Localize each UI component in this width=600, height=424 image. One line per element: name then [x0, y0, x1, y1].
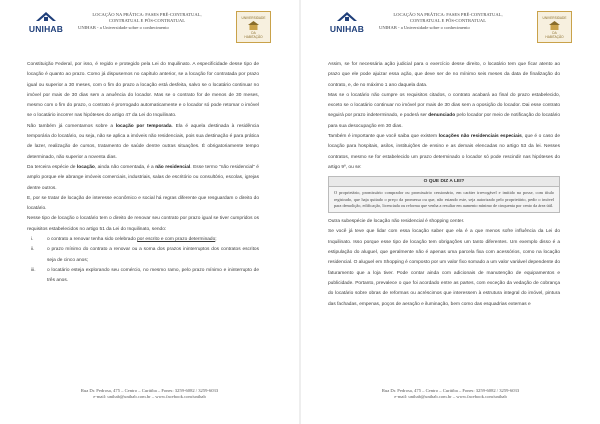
paragraph: E, por se tratar de locação de interesse econômico e social há regras diferente que resguardam o direito do locatário.: [27, 195, 259, 212]
header-title: [373, 12, 523, 31]
paragraph: Outra subespécie de locação não residencial é shopping center.: [328, 219, 465, 225]
header-line-1: LOCAÇÃO NA PRÁTICA: FASES PRÉ-CONTRATUAL,: [92, 12, 202, 17]
univ-logo-line-1: UNIVERSIDADE: [542, 16, 567, 20]
law-quote-box: [328, 176, 560, 213]
law-quote-text: O proprietário, promissário comprador ou promissário cessionário, em caráter irrevogável e imitido na posse, com título registrado, que haja quitado o preço da promessa ou que, não estando este, seja autorizado pelo proprietário, pedir o imóvel para demolição, edificação, licenciada ou reforma que venha a resultar em aumento mínimo de cinquenta por cento da área útil.: [334, 190, 554, 208]
list-item: ii. o prazo mínimo do contrato a renovar ou a soma dos prazos ininterruptos dos contratos escritos seja de cinco anos;: [31, 247, 259, 263]
page-header: [0, 6, 299, 46]
footer-contact: e-mail: unihab@unihab.com.br – www.facebook.com/unihab: [394, 394, 507, 400]
requirements-list: [27, 235, 259, 286]
house-roof-icon: [337, 12, 357, 22]
univ-logo-line-1: UNIVERSIDADE: [241, 16, 266, 20]
footer-contact: e-mail: unihab@unihab.com.br – www.facebook.com/unihab: [93, 394, 206, 400]
house-icon: [549, 21, 560, 30]
header-line-3: UNIHAB - a Universidade sobre o conhecimento: [78, 24, 169, 30]
left-page: [0, 0, 299, 424]
unihab-logo-text: UNIHAB: [329, 24, 365, 34]
paragraph: Não também já comentamos sobre a locação por temporada. Ela é aquela destinada à residência temporária do locatário, ou seja, não se aplica a imóveis não residenciais, pois sua destinação é para prática de lazer, realização de cursos, tratamento de saúde dentre outras situações. É obrigatoriamente tempo determinado, não superior a noventa dias.: [27, 123, 259, 160]
header-title: [72, 12, 222, 31]
paragraph: Constituição Federal, por isso, é regido e protegido pela Lei do Inquilinato. A especificidade desse tipo de locação é quanto ao prazo. Como já dispusemos no capítulo anterior, se a locação for contratada por prazo igual ou superior a 30 meses, com o fim do prazo a locação está desfeita, salvo se o locatário continuar no imóvel por mais de 30 dias sem a anuência do locador. Mas se o contrato for de menos de 30 meses, mesmo com o fim do prazo, o contrato é prorrogado automaticamente e o locador só pode retomar o imóvel se o locatário incorrer nas hipóteses do artigo 47 da Lei do Inquilinato.: [27, 62, 259, 119]
footer-address: Rua Dr. Pedrosa, 475 – Centro – Curitiba – Fones: 3259-6082 / 3259-6033: [80, 388, 219, 393]
header-line-1: LOCAÇÃO NA PRÁTICA: FASES PRÉ-CONTRATUAL,: [393, 12, 503, 17]
header-line-2: CONTRATUAL E PÓS-CONTRATUAL: [409, 18, 487, 24]
law-quote-title: O QUE DIZ A LEI?: [329, 177, 559, 187]
house-roof-icon: [36, 12, 56, 22]
paragraph: Mas se o locatário não cumpre os requisitos citados, o contrato acabará ao final do prazo estabelecido, exceto se o locatário continuar no imóvel por mais de 30 dias sem a oposição do locador. Dai esse contrato seguirá por prazo indeterminado, e poderá ser denunciado pelo locador por meio de notificação do locatário para sua desocupação em 30 dias.: [328, 92, 560, 129]
univ-logo-line-2: DA: [251, 31, 256, 35]
univ-logo-line-3: HABITAÇÃO: [244, 35, 263, 39]
header-line-2: CONTRATUAL E PÓS-CONTRATUAL: [108, 18, 186, 24]
university-logo: [537, 11, 572, 43]
house-icon: [248, 21, 259, 30]
paragraph: Da terceira espécie de locação, ainda não comentada, é a não residencial. Esse termo "não residencial" é amplo porque ele abrange imóveis comerciais, industriais, salas de escritório ou consultório, escolas, igrejas dentre outros.: [27, 164, 259, 191]
paragraph: Também é importante que você saiba que existem locações não residenciais especiais, que é o caso de locação para hospitais, asilos, instituições de ensino e as demais elencadas no artigo 53 da lei. Nesses contratos, mesmo se for estabelecido um prazo determinado o locador só pode rescindir nas hipóteses do artigo 9º, ou se:: [328, 134, 560, 170]
list-item: iii. o locatário esteja explorando seu comércio, no mesmo ramo, pelo prazo mínimo e ininterrupto de três anos.: [31, 267, 259, 284]
left-body-text: [27, 60, 259, 287]
univ-logo-line-2: DA: [552, 31, 557, 35]
univ-logo-line-3: HABITAÇÃO: [545, 35, 564, 39]
university-logo: [236, 11, 271, 43]
page-footer: [301, 388, 600, 401]
paragraph: Nesse tipo de locação o locatário tem o direito de renovar seu contrato por prazo igual se tiver cumpridos os requisitos estabelecidos no artigo 51 da Lei do Inquilinato, sendo:: [27, 216, 259, 232]
paragraph: Se você já teve que lidar com essa locação saber que ela é a que menos sofre influência da Lei do Inquilinato. Isso porque esse tipo de locação tem obrigações um tanto diferentes. Um exemplo disso é a estipulação do aluguel, que geralmente não é apenas uma parcela fixa com acessórios, como na locação residencial. O aluguel em Shopping é composto por um valor fixo somado a um valor variável dependente do faturamento que a loja tiver. Pode contar ainda com adicionais de manutenção de equipamentos e publicidade. Portanto, prevalece o que foi acordado entre as partes, com exceção da vedação de cobrança do locatário sobre obras de reformas ou acréscimos que interessem à estrutura integral do imóvel, pintura das fachadas, empenas, poços de aeração e iluminação, bem como das esquadrias externas e: [328, 229, 560, 307]
unihab-logo: [327, 12, 367, 40]
unihab-logo: [26, 12, 66, 40]
right-page: [301, 0, 600, 424]
paragraph: Assim, se for necessária ação judicial para o exercício desse direito, o locatário tem que ficar atento ao prazo que ele pode ajuizar essa ação, que deve ser de no mínimo seis meses da data de finalização do contrato, e, de no máximo 1 ano daquela data.: [328, 62, 560, 88]
footer-address: Rua Dr. Pedrosa, 475 – Centro – Curitiba – Fones: 3259-6082 / 3259-6033: [381, 388, 520, 393]
unihab-logo-text: UNIHAB: [28, 24, 64, 34]
header-line-3: UNIHAB - a Universidade sobre o conhecimento: [379, 24, 470, 30]
right-body-text: [328, 60, 560, 310]
list-item: i. o contrato a renovar tenha sido celebrado por escrito e com prazo determinado;: [31, 237, 217, 243]
page-footer: [0, 388, 299, 401]
page-header: [301, 6, 600, 46]
